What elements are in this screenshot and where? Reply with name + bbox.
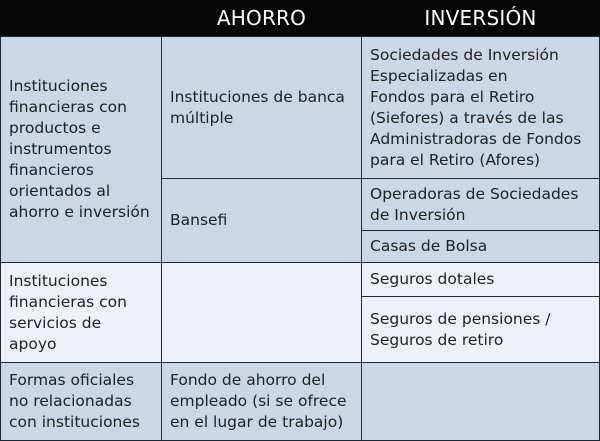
text-line: de Inversión: [370, 205, 466, 224]
text-line: en el lugar de trabajo): [170, 413, 344, 431]
text-line: (Siefores) a través de las: [370, 108, 564, 127]
inversion-cell: [361, 36, 600, 179]
column-header-ahorro: AHORRO: [216, 6, 307, 30]
text-line: ahorro e inversión: [9, 203, 150, 221]
row-label-cell: [0, 262, 162, 363]
text-line: Seguros dotales: [370, 270, 495, 288]
text-line: Sociedades de Inversión: [370, 45, 559, 64]
ahorro-cell-empty: [161, 262, 362, 363]
inversion-cell: [361, 230, 600, 263]
text-line: Casas de Bolsa: [370, 237, 488, 255]
text-line: financieras con: [9, 98, 127, 116]
text-line: Fondos para el Retiro: [370, 87, 535, 106]
text-line: Operadoras de Sociedades: [370, 184, 579, 203]
row-label-cell: [0, 362, 162, 441]
inversion-cell: [361, 262, 600, 297]
text-line: Seguros de pensiones /: [370, 309, 551, 328]
text-line: para el Retiro (Afores): [370, 150, 541, 169]
text-line: con instituciones: [9, 413, 140, 431]
text-line: Especializadas en: [370, 66, 508, 85]
text-line: financieros: [9, 161, 94, 179]
text-line: empleado (si se ofrece: [170, 392, 347, 410]
text-line: financieras con: [9, 292, 127, 311]
inversion-cell-empty: [361, 362, 600, 441]
text-line: Administradoras de Fondos: [370, 129, 582, 148]
ahorro-cell: [161, 36, 362, 179]
text-line: instrumentos: [9, 140, 112, 158]
text-line: productos e: [9, 119, 101, 137]
inversion-cell: [361, 178, 600, 231]
row-label-cell: [0, 36, 162, 263]
text-line: Fondo de ahorro del: [170, 371, 326, 389]
text-line: Bansefi: [170, 211, 228, 229]
text-line: Instituciones de banca: [170, 87, 345, 106]
text-line: no relacionadas: [9, 392, 132, 410]
ahorro-cell: [161, 362, 362, 441]
table-header: [0, 0, 600, 36]
text-line: múltiple: [170, 108, 234, 127]
text-line: apoyo: [9, 334, 57, 353]
text-line: orientados al: [9, 182, 111, 200]
text-line: Instituciones: [9, 77, 108, 95]
inversion-cell: [361, 296, 600, 363]
text-line: Instituciones: [9, 271, 108, 290]
column-header-inversion: INVERSIÓN: [424, 6, 537, 30]
text-line: Formas oficiales: [9, 371, 135, 389]
text-line: Seguros de retiro: [370, 330, 504, 349]
ahorro-cell: [161, 178, 362, 263]
text-line: servicios de: [9, 313, 102, 332]
